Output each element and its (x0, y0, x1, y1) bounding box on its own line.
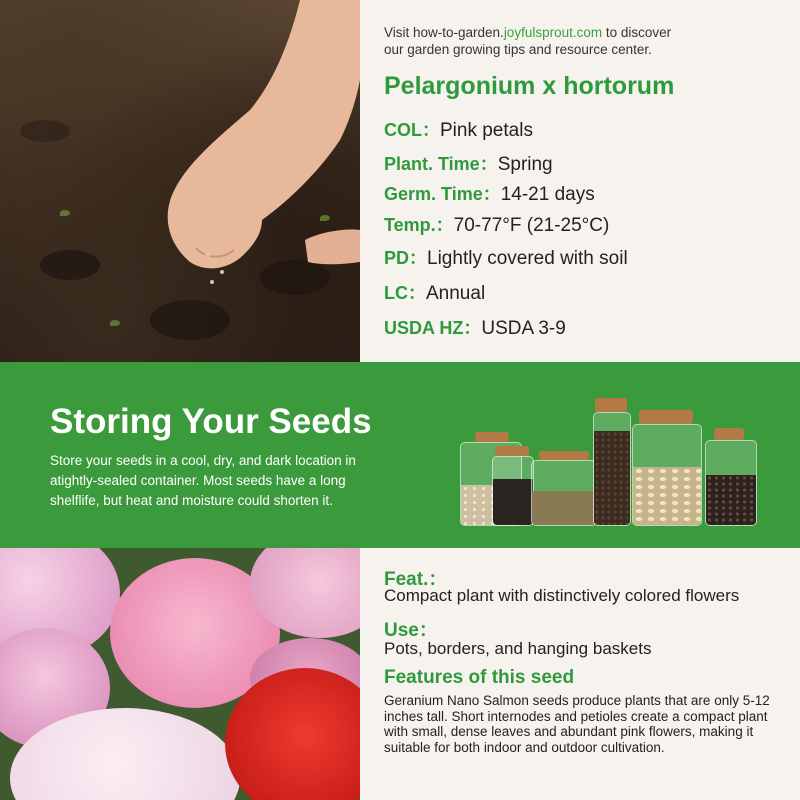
spec-value: Lightly covered with soil (427, 248, 628, 269)
spec-key: PD： (384, 248, 428, 268)
seed-features-text: Geranium Nano Salmon seeds produce plants that are only 5-12 inches tall. Short internodes and petioles create a compact plant with small, dense leaves and abundant pink flowers, making it suitable for both indoor and outdoor cultivation. (384, 693, 770, 755)
jar-icon (492, 456, 534, 526)
cork-icon (539, 451, 589, 460)
spec-key: USDA HZ： (384, 318, 482, 338)
spec-value: USDA 3-9 (481, 318, 566, 339)
spec-row-plant-time (384, 150, 553, 176)
spec-value: 70-77°F (21-25°C) (453, 215, 610, 236)
visit-text (384, 24, 671, 58)
spec-row-usda-zone (384, 314, 566, 340)
visit-line-2: our garden growing tips and resource center. (384, 42, 652, 57)
spec-key: Plant. Time： (384, 154, 498, 174)
spec-row-temperature (384, 211, 609, 237)
spec-row-life-cycle (384, 279, 485, 305)
jar-icon (705, 440, 757, 526)
spec-row-germination-time (384, 180, 595, 206)
cork-icon (595, 398, 627, 412)
jar-icon (593, 412, 631, 526)
visit-prefix: Visit how-to-garden. (384, 25, 504, 40)
spec-value: Pink petals (440, 120, 533, 141)
plant-info-section (0, 0, 800, 362)
spec-key: LC： (384, 283, 426, 303)
storing-seeds-banner (0, 362, 800, 548)
spec-value: 14-21 days (500, 184, 595, 205)
hand-icon (0, 0, 360, 362)
use-text: Pots, borders, and hanging baskets (384, 639, 652, 658)
spec-value: Spring (497, 154, 553, 175)
seed-jars-image (455, 386, 765, 526)
jar-icon (531, 460, 597, 526)
website-link[interactable]: joyfulsprout.com (503, 25, 603, 40)
seed-features-title: Features of this seed (384, 667, 575, 688)
cork-icon (475, 432, 509, 442)
hand-sowing-seeds-photo (0, 0, 360, 362)
cork-icon (495, 446, 529, 456)
feat-label: Feat.： (384, 569, 448, 590)
geranium-flowers-photo (0, 548, 360, 800)
spec-key: Temp.： (384, 215, 454, 235)
storing-text: Store your seeds in a cool, dry, and dark location in atightly-sealed container. Most seeds have a long shelflife, but heat and moisture could shorten it. (50, 453, 356, 508)
cork-icon (639, 410, 693, 424)
species-title: Pelargonium x hortorum (384, 72, 675, 100)
cork-icon (714, 428, 744, 440)
spec-row-planting-depth (384, 244, 628, 270)
spec-key: Germ. Time： (384, 184, 501, 204)
visit-suffix: to discover (602, 25, 672, 40)
use-label: Use： (384, 620, 438, 641)
jar-icon (632, 424, 702, 526)
features-section (0, 548, 800, 800)
spec-key: COL： (384, 120, 440, 140)
feat-text: Compact plant with distinctively colored flowers (384, 586, 740, 605)
spec-row-color (384, 116, 533, 142)
spec-value: Annual (426, 283, 486, 304)
storing-title: Storing Your Seeds (50, 402, 372, 441)
